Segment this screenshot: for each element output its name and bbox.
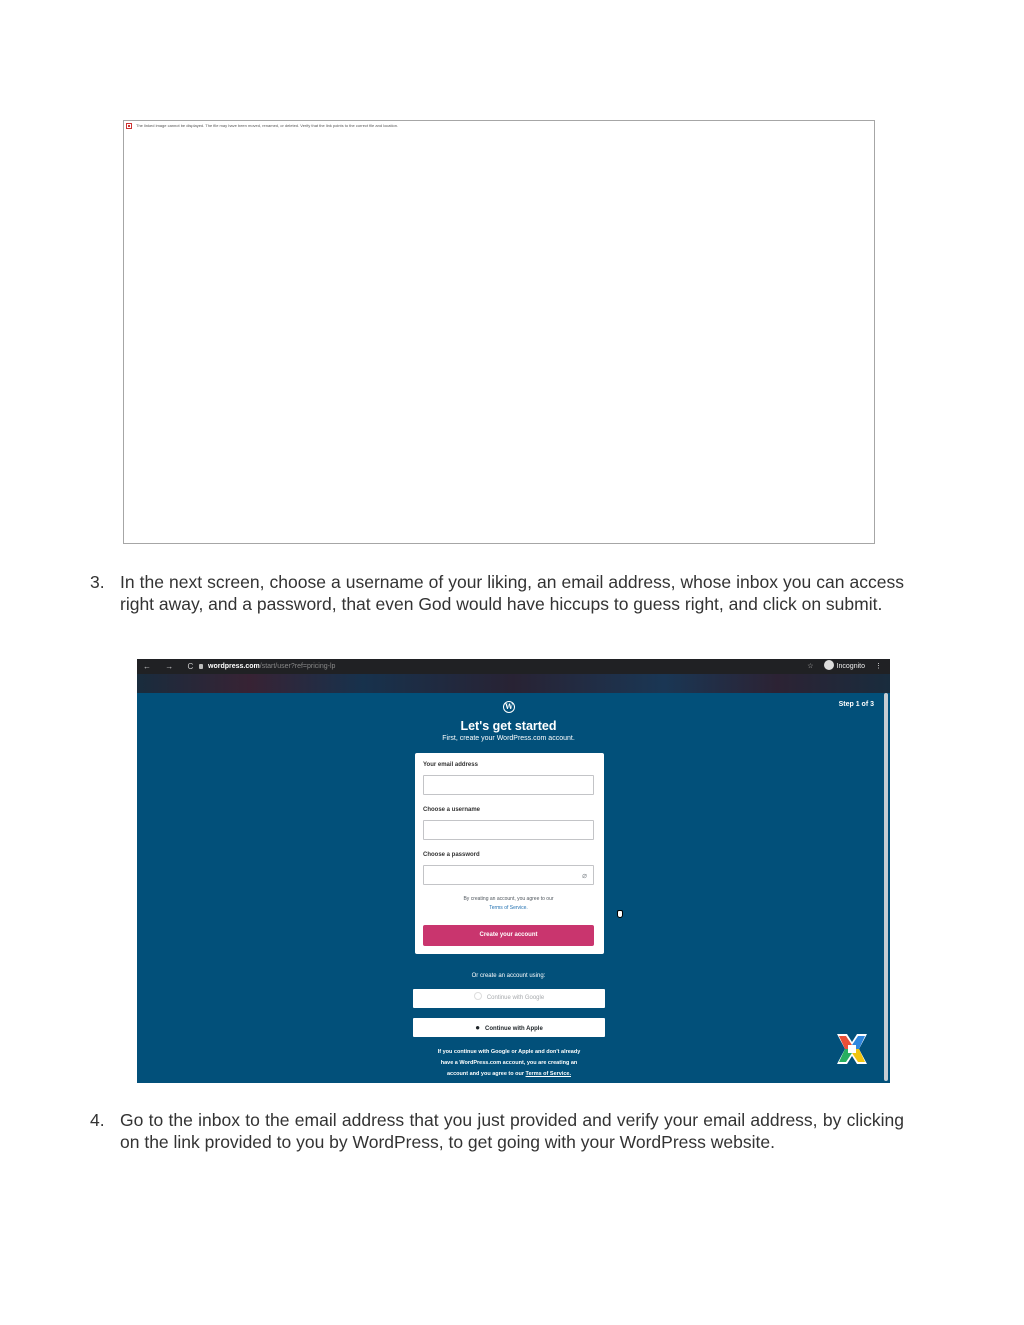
address-bar[interactable] <box>199 659 335 674</box>
browser-toolbar <box>137 659 890 674</box>
eye-slash-icon[interactable]: ⌀ <box>582 871 587 880</box>
disclaimer-line: If you continue with Google or Apple and don't already <box>437 1049 581 1055</box>
google-button-label: Continue with Google <box>486 995 545 1001</box>
terms-link[interactable]: Terms of Service. <box>489 905 528 911</box>
signup-form <box>415 753 604 954</box>
terms-text: By creating an account, you agree to our <box>463 896 554 902</box>
bookmark-star-icon[interactable]: ☆ <box>807 663 814 670</box>
step-number: 4. <box>90 1110 105 1130</box>
continue-with-apple-button[interactable] <box>413 1018 605 1037</box>
broken-image-icon <box>126 123 132 129</box>
create-account-button[interactable]: Create your account <box>423 925 594 946</box>
browser-nav-icons[interactable]: ← → C <box>143 662 200 671</box>
disclaimer-line <box>399 1069 619 1080</box>
broken-image-placeholder <box>123 120 875 544</box>
disclaimer-line: have a WordPress.com account, you are creating an <box>440 1060 578 1066</box>
list-item-step-3 <box>90 572 904 615</box>
page-title: Let's get started <box>460 719 557 733</box>
terms-notice <box>423 895 594 913</box>
url-path: /start/user?ref=pricing-lp <box>259 663 336 670</box>
apple-icon: ● <box>475 1023 481 1032</box>
browser-menu-icon[interactable]: ⋮ <box>875 663 882 670</box>
wordpress-logo-icon: W <box>503 701 515 713</box>
broken-image-message: The linked image cannot be displayed. The file may have been moved, renamed, or deleted. Verify that the link points to the correct file and location. <box>136 123 399 128</box>
or-divider-label: Or create an account using: <box>471 973 546 979</box>
scrollbar[interactable] <box>884 693 888 1081</box>
blurred-header-strip <box>137 674 890 693</box>
incognito-label: Incognito <box>836 663 865 670</box>
list-item-step-4 <box>90 1110 904 1153</box>
username-field[interactable] <box>423 820 594 840</box>
disclaimer-terms-link[interactable]: Terms of Service. <box>525 1071 571 1077</box>
social-signup-disclaimer <box>399 1047 619 1080</box>
incognito-icon <box>824 660 834 670</box>
step-text: Go to the inbox to the email address that you just provided and verify your email address, by clicking on the link provided to you by WordPress, to get going with your WordPress website. <box>120 1110 904 1152</box>
lock-icon <box>199 664 203 669</box>
wordpress-signup-screenshot <box>137 659 890 1083</box>
mouse-cursor-icon <box>617 910 623 918</box>
watermark-logo-icon <box>835 1032 869 1066</box>
url-domain: wordpress.com <box>208 663 260 670</box>
google-icon <box>474 992 482 1000</box>
disclaimer-text: account and you agree to our <box>447 1071 525 1077</box>
page-subtitle: First, create your WordPress.com account. <box>442 735 575 742</box>
step-number: 3. <box>90 572 105 592</box>
password-field[interactable] <box>423 865 594 885</box>
apple-button-label: Continue with Apple <box>485 1026 543 1032</box>
browser-right-controls <box>807 659 882 674</box>
step-text: In the next screen, choose a username of your liking, an email address, whose inbox you can access right away, and a password, that even God would have hiccups to guess right, and click on submit. <box>120 572 904 614</box>
password-label: Choose a password <box>423 852 480 858</box>
continue-with-google-button[interactable] <box>413 989 605 1008</box>
email-field[interactable] <box>423 775 594 795</box>
email-label: Your email address <box>423 762 478 768</box>
username-label: Choose a username <box>423 807 481 813</box>
step-indicator: Step 1 of 3 <box>838 701 874 708</box>
